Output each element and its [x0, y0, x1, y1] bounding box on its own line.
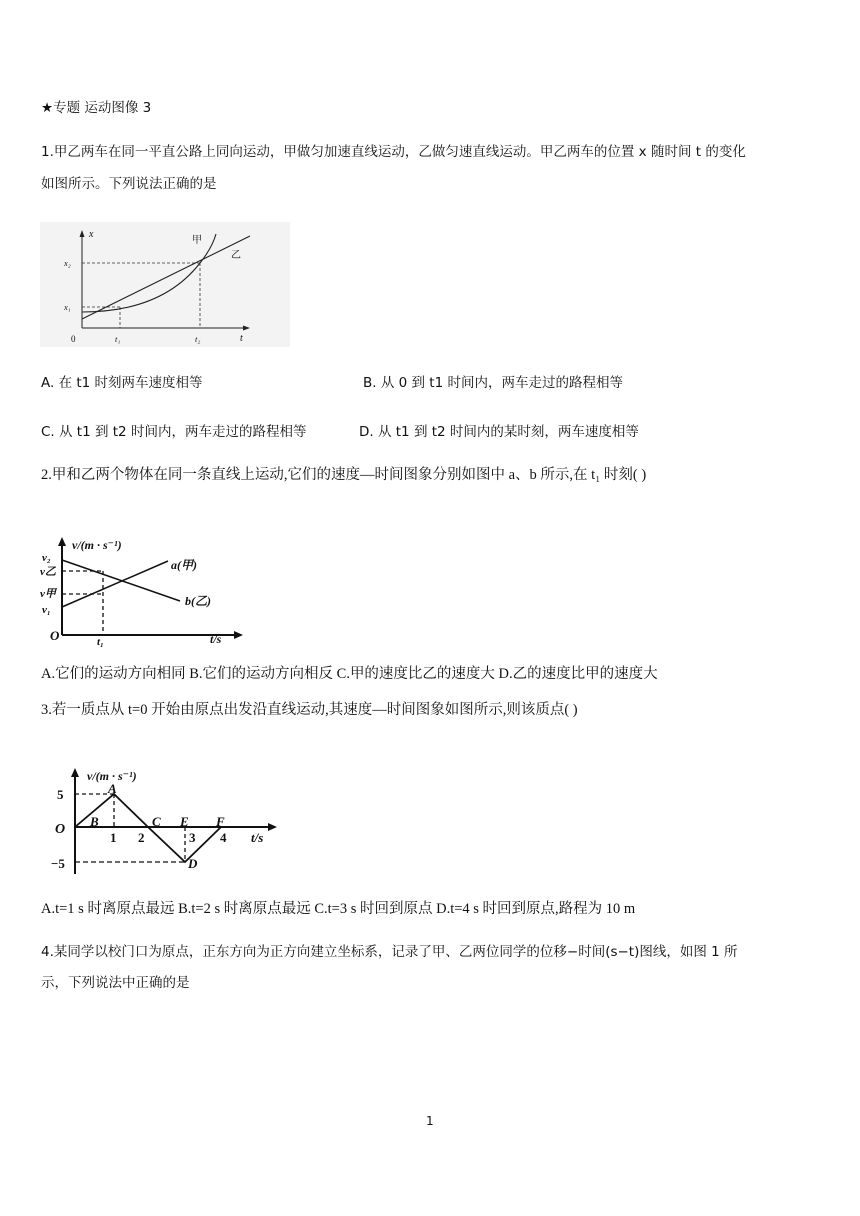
q2-stem: 2.甲和乙两个物体在同一条直线上运动,它们的速度—时间图象分别如图中 a、b 所示,在 t₁ 时刻( ): [41, 467, 647, 483]
q2-velocity-time-graph: [40, 535, 250, 647]
q1-x-tick-t1: t₁: [115, 334, 121, 344]
q1-option-d: D. 从 t1 到 t2 时间内的某时刻，两车速度相等: [359, 424, 639, 440]
q2-x-tick-t1: t₁: [97, 636, 104, 648]
q3-point-f: F: [216, 814, 225, 829]
q3-options: A.t=1 s 时离原点最远 B.t=2 s 时离原点最远 C.t=3 s 时回到原点 D.t=4 s 时回到原点,路程为 10 m: [41, 901, 636, 917]
q3-point-d: D: [188, 856, 198, 871]
q3-y-tick-5: 5: [57, 787, 64, 802]
q2-y-tick-v1: v₁: [42, 604, 51, 616]
q2-line-label-b: b(乙): [185, 594, 211, 608]
q3-x-tick-4: 4: [220, 830, 227, 845]
q4-stem-line1: 4.某同学以校门口为原点，正东方向为正方向建立坐标系，记录了甲、乙两位同学的位移−时间(s−t)图线，如图 1 所: [41, 944, 738, 960]
q1-y-axis-label: x: [89, 229, 94, 240]
q1-line-label-yi: 乙: [231, 250, 241, 261]
q2-y-tick-vyi: v乙: [40, 566, 56, 578]
q2-origin-label: O: [50, 628, 60, 643]
q3-point-e: E: [180, 814, 189, 829]
q3-origin-label: O: [55, 822, 66, 837]
q3-y-tick-minus5: −5: [51, 856, 65, 871]
q3-x-tick-1: 1: [110, 830, 117, 845]
q1-option-a: A. 在 t1 时刻两车速度相等: [41, 375, 203, 391]
q3-x-tick-3: 3: [189, 830, 196, 845]
q1-y-tick-x1: x₁: [64, 302, 71, 312]
q3-point-c: C: [152, 814, 161, 829]
q2-y-axis-label: v/(m · s⁻¹): [72, 538, 122, 552]
q3-stem: 3.若一质点从 t=0 开始由原点出发沿直线运动,其速度—时间图象如图所示,则该质点( ): [41, 702, 578, 718]
q1-stem-line2: 如图所示。下列说法正确的是: [41, 176, 217, 192]
q1-stem-line1: 1.甲乙两车在同一平直公路上同向运动，甲做匀加速直线运动，乙做匀速直线运动。甲乙两车的位置 x 随时间 t 的变化: [41, 144, 746, 160]
q1-origin-label: 0: [71, 334, 76, 344]
q3-point-b: B: [90, 814, 99, 829]
q1-y-tick-x2: x₂: [64, 258, 71, 268]
page-title: ★专题 运动图像 3: [41, 100, 152, 116]
q2-y-tick-vjia: v甲: [40, 588, 56, 600]
q2-line-a: [62, 561, 168, 607]
q2-line-label-a: a(甲): [171, 558, 197, 572]
q2-x-axis-label: t/s: [210, 632, 222, 646]
q1-curve-label-jia: 甲: [192, 235, 202, 246]
q3-y-axis-label: v/(m · s⁻¹): [87, 769, 137, 783]
q1-option-b: B. 从 0 到 t1 时间内，两车走过的路程相等: [363, 375, 623, 391]
q1-position-time-graph: [40, 222, 290, 347]
q2-line-b: [62, 560, 180, 601]
q1-x-tick-t2: t₂: [195, 334, 201, 344]
q1-x-axis-label: t: [240, 333, 243, 344]
q3-velocity-time-graph: [40, 764, 285, 876]
q3-x-axis-label: t/s: [251, 830, 264, 845]
q2-options: A.它们的运动方向相同 B.它们的运动方向相反 C.甲的速度比乙的速度大 D.乙的速度比甲的速度大: [41, 666, 658, 682]
q3-x-tick-2: 2: [138, 830, 145, 845]
q1-option-c: C. 从 t1 到 t2 时间内，两车走过的路程相等: [41, 424, 307, 440]
q4-stem-line2: 示，下列说法中正确的是: [41, 975, 190, 991]
q2-y-tick-v2: v₂: [42, 552, 51, 564]
q3-point-a: A: [108, 781, 117, 796]
page-number: 1: [426, 1114, 434, 1128]
